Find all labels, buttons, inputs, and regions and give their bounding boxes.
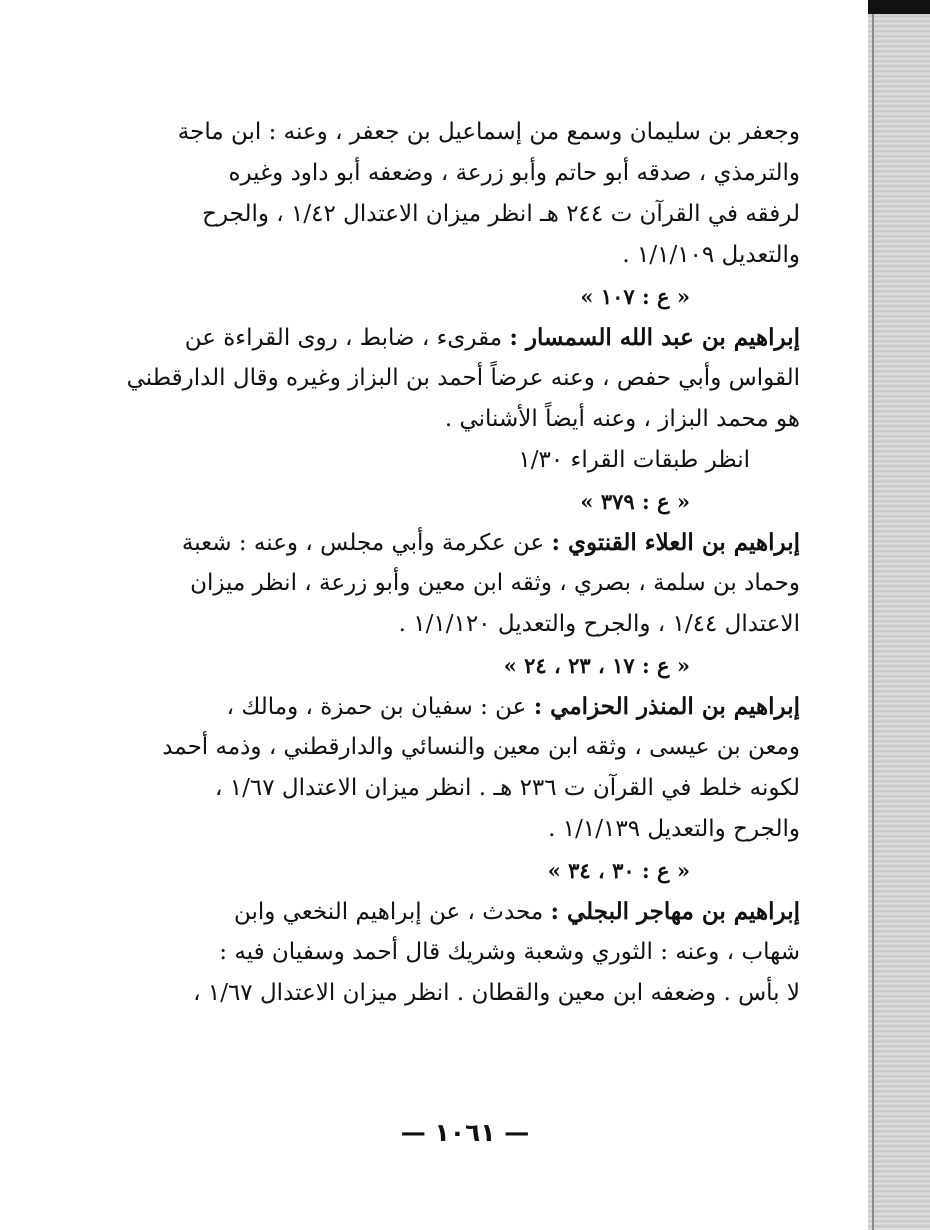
text-span: محدث ، عن إبراهيم النخعي وابن [233, 899, 544, 925]
text-line: والترمذي ، صدقه أبو حاتم وأبو زرعة ، وضعفه أبو داود وغيره [228, 160, 800, 186]
text-line: لا بأس . وضعفه ابن معين والقطان . انظر ميزان الاعتدال ١/٦٧ ، [193, 980, 800, 1006]
text-line: انظر طبقات القراء ١/٣٠ [518, 447, 750, 473]
entry-reference: « ع : ٣٧٩ » [580, 489, 690, 514]
text-line: ومعن بن عيسى ، وثقه ابن معين والنسائي والدارقطني ، وذمه أحمد [162, 734, 800, 760]
entry-headword: إبراهيم بن العلاء القنتوي : [551, 529, 800, 556]
entry-ibrahim-muhajir [120, 891, 800, 1014]
text-line: وحماد بن سلمة ، بصري ، وثقه ابن معين وأبو زرعة ، انظر ميزان [190, 570, 800, 596]
entry-first-line [120, 317, 800, 358]
entry-reference: « ع : ١٧ ، ٢٣ ، ٢٤ » [503, 653, 690, 678]
page-body [120, 112, 800, 1014]
text-span: مقرىء ، ضابط ، روى القراءة عن [184, 325, 503, 351]
text-line: هو محمد البزاز ، وعنه أيضاً الأشناني . [444, 406, 800, 432]
text-span: عن : سفيان بن حمزة ، ومالك ، [226, 694, 527, 720]
entry-ibrahim-mundhir [120, 686, 800, 891]
page-edge-corner [868, 0, 930, 14]
text-line: القواس وأبي حفص ، وعنه عرضاً أحمد بن البزاز وغيره وقال الدارقطني [126, 365, 800, 391]
entry-headword: إبراهيم بن المنذر الحزامي : [533, 693, 800, 720]
text-line: لكونه خلط في القرآن ت ٢٣٦ هـ . انظر ميزان الاعتدال ١/٦٧ ، [215, 775, 800, 801]
text-line: والجرح والتعديل ١/١/١٣٩ . [548, 816, 800, 842]
entry-first-line [120, 891, 800, 932]
entry-first-line [120, 686, 800, 727]
scanned-page-edge [868, 0, 930, 1230]
entry-reference: « ع : ٣٠ ، ٣٤ » [547, 858, 690, 883]
entry-headword: إبراهيم بن مهاجر البجلي : [550, 898, 800, 925]
text-span: عن عكرمة وأبي مجلس ، وعنه : شعبة [181, 530, 545, 556]
text-line: الاعتدال ١/٤٤ ، والجرح والتعديل ١/١/١٢٠ . [398, 611, 800, 637]
entry-first-line [120, 522, 800, 563]
entry-ibrahim-samsar [120, 317, 800, 522]
text-line: لرفقه في القرآن ت ٢٤٤ هـ انظر ميزان الاعتدال ١/٤٢ ، والجرح [202, 201, 800, 227]
entry-reference: « ع : ١٠٧ » [580, 284, 690, 309]
text-line: شهاب ، وعنه : الثوري وشعبة وشريك قال أحمد وسفيان فيه : [219, 939, 800, 965]
text-line: والتعديل ١/١/١٠٩ . [622, 242, 800, 268]
text-line: وجعفر بن سليمان وسمع من إسماعيل بن جعفر ، وعنه : ابن ماجة [177, 119, 800, 145]
entry-continuation [120, 112, 800, 317]
page-number: — ١٠٦١ — [400, 1118, 530, 1147]
page-edge-line [872, 0, 874, 1230]
entry-ibrahim-ala [120, 522, 800, 686]
entry-headword: إبراهيم بن عبد الله السمسار : [509, 324, 800, 351]
